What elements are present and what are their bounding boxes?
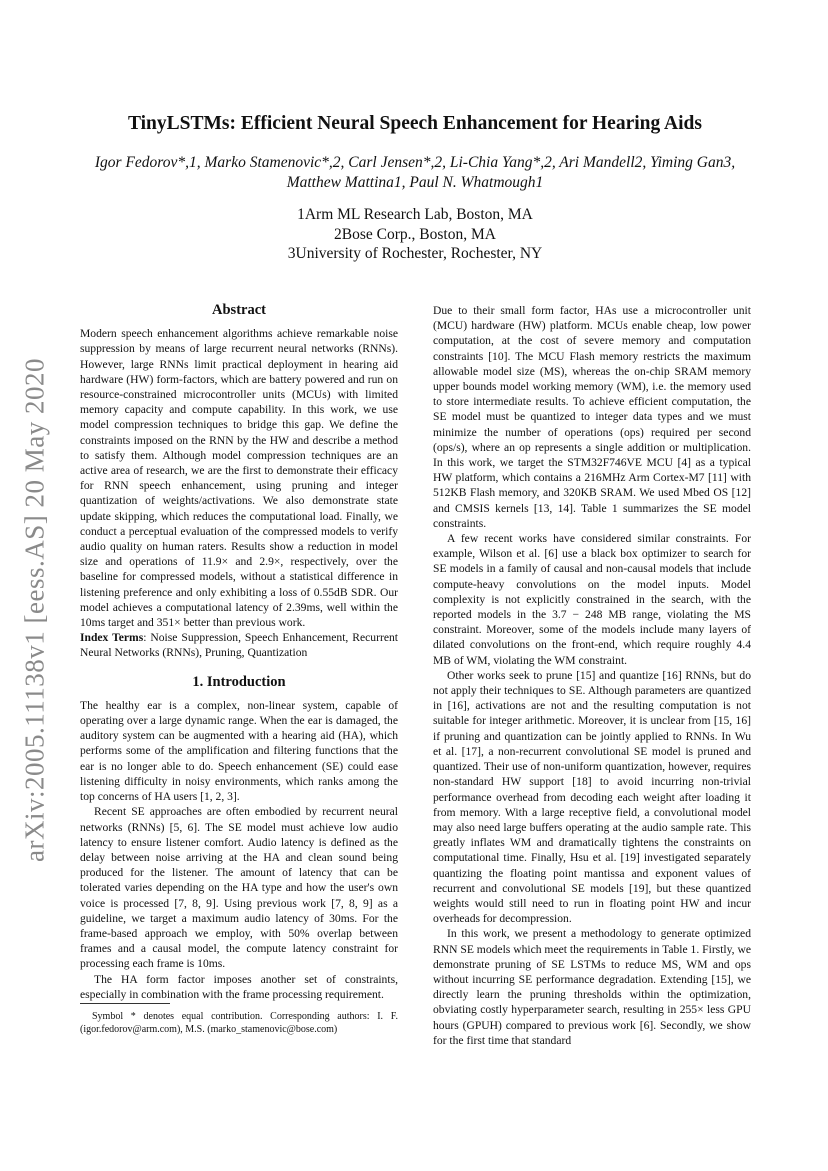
arxiv-sidebar [10, 345, 60, 875]
intro-paragraph-1: The healthy ear is a complex, non-linear system, capable of operating over a large dynamic range. When the ear is damaged, the auditory system can be augmented with a hearing aid (HA), which performs some of the amplification and filtering functions that the ear is no longer able to do. Speech enhancement (SE) could ease listening difficulty in noisy environments, which ranks among the top concerns of HA users [1, 2, 3]. [80, 698, 398, 804]
affiliation-1: 1Arm ML Research Lab, Boston, MA [297, 206, 533, 223]
authors-line-1: Igor Fedorov*,1, Marko Stamenovic*,2, Carl Jensen*,2, Li-Chia Yang*,2, Ari Mandell2, Yiming Gan3, [94, 154, 736, 171]
introduction-heading: 1. Introduction [192, 673, 286, 690]
index-terms-list: : Noise Suppression, Speech Enhancement, Recurrent Neural Networks (RNNs), Pruning, Quantization [80, 631, 398, 660]
footnote-text: Symbol * denotes equal contribution. Corresponding authors: I. F. (igor.fedorov@arm.com), M.S. (marko_stamenovic@bose.com) [80, 1011, 398, 1035]
author-list [70, 153, 760, 193]
arxiv-identifier: arXiv:2005.11138v1 [eess.AS] 20 May 2020 [19, 358, 50, 862]
right-paragraph-3: Other works seek to prune [15] and quantize [16] RNNs, but do not apply their techniques to SE. Although parameters are quantized in [16], activations are not and the resulting computation is not suitable for integer arithmetic. Moreover, it is unclear from [15, 16] if pruning and quantization can be jointly applied to RNNs. In Wu et al. [17], a non-recurrent convolutional SE model is pruned and quantized. Their use of non-uniform quantization, however, requires non-standard HW support [18] to avoid incurring non-trivial performance overhead from decoding each weight after loading it from memory. With a large receptive field, a convolutional model may also need large buffers operating at the audio sample rate. This greatly inflates WM and dramatically tightens the constraints on computational time. Finally, Hsu et al. [19] investigated separately quantizing the floating point mantissa and exponent values of recurrent and convolutional SE models [19], but these quantized weights would still need to run in floating point HW and incur overheads for decompression. [433, 668, 751, 926]
affiliation-2: 2Bose Corp., Boston, MA [334, 225, 496, 243]
right-paragraph-2: A few recent works have considered similar constraints. For example, Wilson et al. [6] use a black box optimizer to search for SE models in a family of causal and non-causal models that include compute-heavy convolutions on the model inputs. Model complexity is not explicitly constrained in the search, with the reported models in the 3.7 − 248 MB range, violating the MS constraint. Moreover, some of the models include many layers of dilated convolutions on the front-end, which require roughly 4.4 MB of WM, violating the WM constraint. [433, 532, 751, 667]
index-terms [80, 630, 398, 660]
index-terms-label: Index Terms [80, 631, 144, 645]
right-paragraph-1: Due to their small form factor, HAs use a microcontroller unit (MCU) hardware (HW) platform. MCUs enable cheap, low power computation, at the cost of severe memory and computation constraints [10]. The MCU Flash memory restricts the maximum allowable model size (MS), whereas the on-chip SRAM memory upper bounds model working memory (WM), i.e. the memory used to store intermediate results. To achieve efficient computation, the SE model must be quantized to integer data types and we must minimize the number of operations (ops) required per second (ops/s), where an op represents a single addition or multiplication. In this work, we target the STM32F746VE MCU [4] as a typical HW platform, which contains a 216MHz Arm Cortex-M7 [11] with 512KB Flash memory, and 320KB SRAM. We used Mbed OS [12] and CMSIS kernels [13, 14]. Table 1 summarizes the SE model constraints. [433, 304, 751, 530]
affiliation-3: 3University of Rochester, Rochester, NY [287, 245, 543, 262]
footnote [80, 1003, 398, 1036]
right-paragraph-4: In this work, we present a methodology to generate optimized RNN SE models which meet the requirements in Table 1. Firstly, we demonstrate pruning of SE LSTMs to reduce MS, WM and ops without incurring SE performance degradation. Extending [15], we directly learn the pruning thresholds within the optimization, obviating costly hyperparameter search, resulting in 255× less GPU hours (GPUH) compared to previous work [6]. Secondly, we show for the first time that standard [433, 927, 751, 1047]
paper-title: TinyLSTMs: Efficient Neural Speech Enhancement for Hearing Aids [127, 113, 702, 134]
affiliations [70, 205, 760, 264]
intro-paragraph-3: The HA form factor imposes another set of constraints, especially in combination with the frame processing requirement. [80, 972, 398, 1001]
left-column [80, 303, 398, 1002]
intro-paragraph-2: Recent SE approaches are often embodied by recurrent neural networks (RNNs) [5, 6]. The SE model must achieve low audio latency to ensure listener comfort. Audio latency is defined as the delay between noise arriving at the HA and clean sound being produced for the listener. The amount of latency that can be tolerated varies depending on the HA type and how the user's own voice is processed [7, 8, 9]. Using previous work [7, 8, 9] as a guideline, we target a maximum audio latency of 30ms. For the frame-based approach we employ, with 50% overlap between frames and a causal model, the compute latency constraint for processing each frame is 10ms. [80, 805, 398, 971]
right-column [433, 303, 751, 1048]
footnote-rule [80, 1003, 170, 1004]
abstract-text: Modern speech enhancement algorithms achieve remarkable noise suppression by means of large recurrent neural networks (RNNs). However, large RNNs limit practical deployment in hearing aid hardware (HW) form-factors, which are battery powered and run on resource-constrained microcontroller units (MCUs) with limited memory capacity and compute capability. In this work, we use model compression techniques to bridge this gap. We define the constraints imposed on the RNN by the HW and describe a method to satisfy them. Although model compression techniques are an active area of research, we are the first to demonstrate their efficacy for RNN speech enhancement, using pruning and integer quantization of weights/activations. We also demonstrate state update skipping, which reduces the computational load. Finally, we conduct a perceptual evaluation of the compressed models to verify audio quality on human raters. Results show a reduction in model size and operations of 11.9× and 2.9×, respectively, over the baseline for compressed models, without a statistical difference in listening preference and only exhibiting a loss of 0.55dB SDR. Our model achieves a computational latency of 2.39ms, well within the 10ms target and 351× better than previous work. [80, 327, 398, 630]
abstract-heading: Abstract [212, 302, 266, 318]
authors-line-2: Matthew Mattina1, Paul N. Whatmough1 [286, 174, 544, 191]
